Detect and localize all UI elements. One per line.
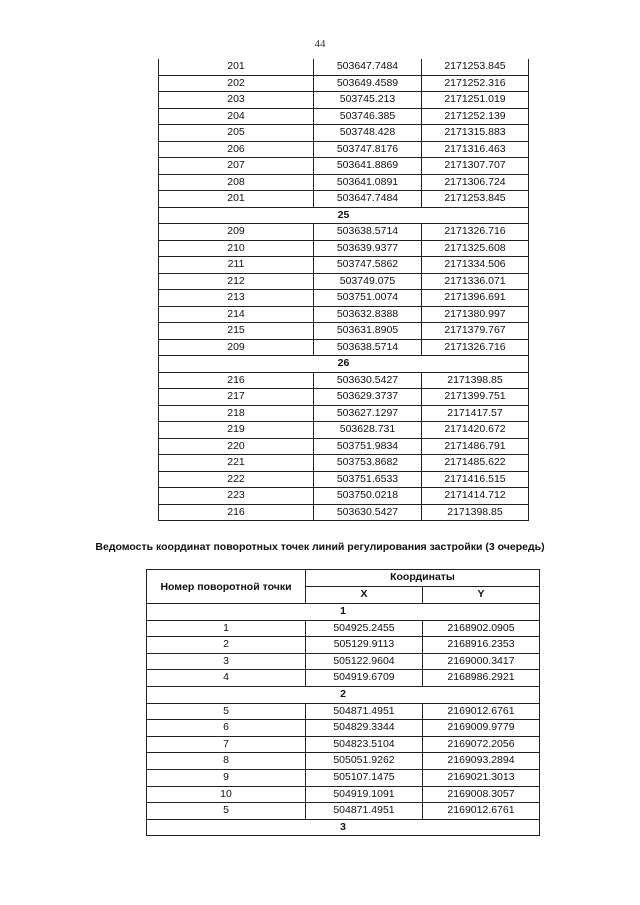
table-row	[147, 803, 540, 820]
x-coordinate-cell: 503638.5714	[314, 224, 422, 241]
point-number-cell: 9	[147, 769, 306, 786]
coordinates-table-body	[159, 59, 529, 521]
y-coordinate-cell: 2171253.845	[422, 191, 529, 208]
table-row	[159, 273, 529, 290]
point-number-cell: 1	[147, 620, 306, 637]
group-label: 25	[159, 207, 529, 224]
point-number-cell: 4	[147, 670, 306, 687]
point-number-cell: 216	[159, 504, 314, 521]
point-number-cell: 5	[147, 803, 306, 820]
point-number-cell: 204	[159, 108, 314, 125]
table-row	[159, 323, 529, 340]
table-row	[159, 455, 529, 472]
x-coordinate-cell: 504925.2455	[306, 620, 423, 637]
point-number-cell: 211	[159, 257, 314, 274]
point-number-cell: 212	[159, 273, 314, 290]
y-coordinate-cell: 2171398.85	[422, 372, 529, 389]
y-coordinate-cell: 2168916.2353	[423, 637, 540, 654]
header-y: Y	[423, 587, 540, 604]
point-number-cell: 222	[159, 471, 314, 488]
y-coordinate-cell: 2169012.6761	[423, 703, 540, 720]
group-label: 26	[159, 356, 529, 373]
x-coordinate-cell: 503750.0218	[314, 488, 422, 505]
point-number-cell: 206	[159, 141, 314, 158]
y-coordinate-cell: 2169012.6761	[423, 803, 540, 820]
table-row	[159, 339, 529, 356]
y-coordinate-cell: 2169093.2894	[423, 753, 540, 770]
x-coordinate-cell: 503628.731	[314, 422, 422, 439]
x-coordinate-cell: 503638.5714	[314, 339, 422, 356]
x-coordinate-cell: 503647.7484	[314, 191, 422, 208]
group-label: 2	[147, 686, 540, 703]
y-coordinate-cell: 2171326.716	[422, 339, 529, 356]
x-coordinate-cell: 503630.5427	[314, 372, 422, 389]
x-coordinate-cell: 503631.8905	[314, 323, 422, 340]
point-number-cell: 213	[159, 290, 314, 307]
point-number-cell: 3	[147, 653, 306, 670]
x-coordinate-cell: 504823.5104	[306, 736, 423, 753]
point-number-cell: 209	[159, 339, 314, 356]
y-coordinate-cell: 2171316.463	[422, 141, 529, 158]
point-number-cell: 208	[159, 174, 314, 191]
y-coordinate-cell: 2171326.716	[422, 224, 529, 241]
table-row	[159, 389, 529, 406]
y-coordinate-cell: 2171417.57	[422, 405, 529, 422]
x-coordinate-cell: 504871.4951	[306, 803, 423, 820]
header-point-number: Номер поворотной точки	[147, 570, 306, 604]
x-coordinate-cell: 505129.9113	[306, 637, 423, 654]
y-coordinate-cell: 2171379.767	[422, 323, 529, 340]
y-coordinate-cell: 2169072.2056	[423, 736, 540, 753]
point-number-cell: 215	[159, 323, 314, 340]
x-coordinate-cell: 503627.1297	[314, 405, 422, 422]
x-coordinate-cell: 503751.6533	[314, 471, 422, 488]
table-row	[159, 75, 529, 92]
point-number-cell: 209	[159, 224, 314, 241]
point-number-cell: 10	[147, 786, 306, 803]
table-row	[147, 620, 540, 637]
table-row	[159, 290, 529, 307]
x-coordinate-cell: 503745.213	[314, 92, 422, 109]
table-row	[147, 736, 540, 753]
y-coordinate-cell: 2171398.85	[422, 504, 529, 521]
table-row	[159, 158, 529, 175]
table-header	[147, 570, 540, 604]
y-coordinate-cell: 2171251.019	[422, 92, 529, 109]
table-row	[147, 786, 540, 803]
x-coordinate-cell: 504919.1091	[306, 786, 423, 803]
point-number-cell: 203	[159, 92, 314, 109]
x-coordinate-cell: 505107.1475	[306, 769, 423, 786]
group-header-row	[159, 207, 529, 224]
x-coordinate-cell: 503639.9377	[314, 240, 422, 257]
y-coordinate-cell: 2171414.712	[422, 488, 529, 505]
y-coordinate-cell: 2171399.751	[422, 389, 529, 406]
point-number-cell: 2	[147, 637, 306, 654]
y-coordinate-cell: 2171416.515	[422, 471, 529, 488]
y-coordinate-cell: 2169021.3013	[423, 769, 540, 786]
x-coordinate-cell: 503751.0074	[314, 290, 422, 307]
x-coordinate-cell: 503641.0891	[314, 174, 422, 191]
header-x: X	[306, 587, 423, 604]
y-coordinate-cell: 2169000.3417	[423, 653, 540, 670]
table-row	[159, 108, 529, 125]
point-number-cell: 207	[159, 158, 314, 175]
header-coordinates: Координаты	[306, 570, 540, 587]
table-row	[159, 92, 529, 109]
table-row	[147, 753, 540, 770]
table-row	[159, 174, 529, 191]
y-coordinate-cell: 2171334.506	[422, 257, 529, 274]
coordinates-table-continued	[158, 59, 529, 521]
y-coordinate-cell: 2171336.071	[422, 273, 529, 290]
x-coordinate-cell: 503647.7484	[314, 59, 422, 75]
y-coordinate-cell: 2171420.672	[422, 422, 529, 439]
section-heading: Ведомость координат поворотных точек линий регулирования застройки (3 очередь)	[95, 541, 545, 553]
point-number-cell: 214	[159, 306, 314, 323]
x-coordinate-cell: 503641.8869	[314, 158, 422, 175]
y-coordinate-cell: 2171396.691	[422, 290, 529, 307]
y-coordinate-cell: 2171315.883	[422, 125, 529, 142]
x-coordinate-cell: 505122.9604	[306, 653, 423, 670]
table-row	[147, 769, 540, 786]
table-row	[159, 224, 529, 241]
table-row	[147, 637, 540, 654]
y-coordinate-cell: 2171252.316	[422, 75, 529, 92]
coordinates-table-phase-3	[146, 569, 540, 836]
x-coordinate-cell: 503753.8682	[314, 455, 422, 472]
group-label: 1	[147, 604, 540, 621]
coordinates-table-body	[147, 604, 540, 836]
y-coordinate-cell: 2171485.622	[422, 455, 529, 472]
point-number-cell: 7	[147, 736, 306, 753]
point-number-cell: 223	[159, 488, 314, 505]
x-coordinate-cell: 503630.5427	[314, 504, 422, 521]
point-number-cell: 220	[159, 438, 314, 455]
table-row	[159, 125, 529, 142]
point-number-cell: 8	[147, 753, 306, 770]
group-header-row	[147, 819, 540, 836]
y-coordinate-cell: 2169009.9779	[423, 720, 540, 737]
table-row	[159, 306, 529, 323]
x-coordinate-cell: 503632.8388	[314, 306, 422, 323]
x-coordinate-cell: 503746.385	[314, 108, 422, 125]
point-number-cell: 202	[159, 75, 314, 92]
table-row	[147, 703, 540, 720]
table-row	[159, 422, 529, 439]
point-number-cell: 205	[159, 125, 314, 142]
table-row	[159, 438, 529, 455]
x-coordinate-cell: 504829.3344	[306, 720, 423, 737]
table-row	[159, 59, 529, 75]
y-coordinate-cell: 2171306.724	[422, 174, 529, 191]
table-row	[159, 141, 529, 158]
x-coordinate-cell: 503747.8176	[314, 141, 422, 158]
x-coordinate-cell: 503748.428	[314, 125, 422, 142]
table-row	[159, 504, 529, 521]
x-coordinate-cell: 503749.075	[314, 273, 422, 290]
point-number-cell: 5	[147, 703, 306, 720]
x-coordinate-cell: 504871.4951	[306, 703, 423, 720]
x-coordinate-cell: 505051.9262	[306, 753, 423, 770]
x-coordinate-cell: 503747.5862	[314, 257, 422, 274]
point-number-cell: 219	[159, 422, 314, 439]
table-row	[159, 257, 529, 274]
table-row	[159, 471, 529, 488]
y-coordinate-cell: 2171486.791	[422, 438, 529, 455]
point-number-cell: 210	[159, 240, 314, 257]
table-row	[159, 488, 529, 505]
table-row	[159, 372, 529, 389]
table-row	[159, 240, 529, 257]
x-coordinate-cell: 503649.4589	[314, 75, 422, 92]
y-coordinate-cell: 2169008.3057	[423, 786, 540, 803]
page-number: 44	[314, 38, 326, 50]
group-header-row	[147, 604, 540, 621]
point-number-cell: 201	[159, 191, 314, 208]
y-coordinate-cell: 2171307.707	[422, 158, 529, 175]
point-number-cell: 221	[159, 455, 314, 472]
point-number-cell: 201	[159, 59, 314, 75]
group-header-row	[159, 356, 529, 373]
table-row	[147, 720, 540, 737]
y-coordinate-cell: 2171325.608	[422, 240, 529, 257]
group-label: 3	[147, 819, 540, 836]
table-row	[159, 405, 529, 422]
x-coordinate-cell: 503629.3737	[314, 389, 422, 406]
point-number-cell: 217	[159, 389, 314, 406]
point-number-cell: 6	[147, 720, 306, 737]
point-number-cell: 218	[159, 405, 314, 422]
y-coordinate-cell: 2171252.139	[422, 108, 529, 125]
table-row	[147, 653, 540, 670]
table-row	[147, 670, 540, 687]
x-coordinate-cell: 504919.6709	[306, 670, 423, 687]
y-coordinate-cell: 2168986.2921	[423, 670, 540, 687]
group-header-row	[147, 686, 540, 703]
y-coordinate-cell: 2171253.845	[422, 59, 529, 75]
point-number-cell: 216	[159, 372, 314, 389]
y-coordinate-cell: 2168902.0905	[423, 620, 540, 637]
y-coordinate-cell: 2171380.997	[422, 306, 529, 323]
x-coordinate-cell: 503751.9834	[314, 438, 422, 455]
table-row	[159, 191, 529, 208]
